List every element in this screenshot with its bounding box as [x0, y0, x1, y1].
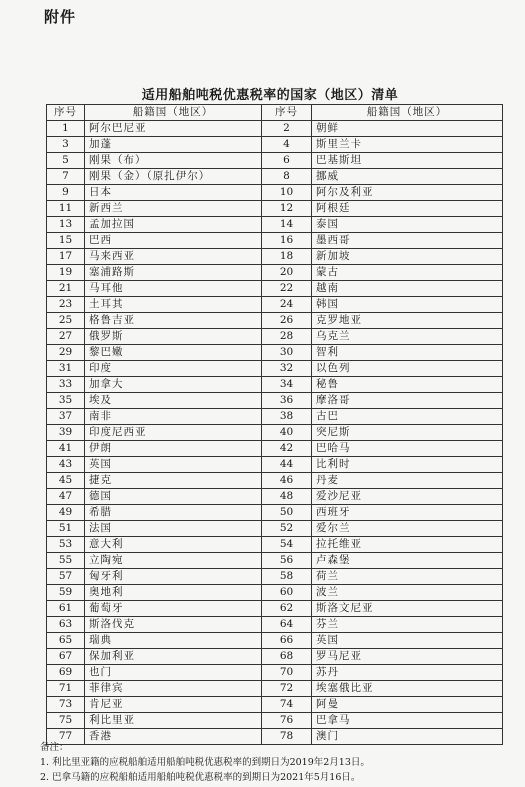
row-number: 48	[262, 489, 312, 505]
country-name: 芬兰	[312, 617, 503, 633]
row-number: 50	[262, 505, 312, 521]
row-number: 19	[47, 265, 85, 281]
country-name: 塞浦路斯	[85, 265, 262, 281]
country-name: 丹麦	[312, 473, 503, 489]
row-number: 4	[262, 137, 312, 153]
row-number: 9	[47, 185, 85, 201]
country-name: 挪威	[312, 169, 503, 185]
row-number: 23	[47, 297, 85, 313]
table-row	[47, 665, 503, 681]
row-number: 78	[262, 729, 312, 745]
table-row	[47, 633, 503, 649]
row-number: 47	[47, 489, 85, 505]
table-row	[47, 233, 503, 249]
country-name: 印度	[85, 361, 262, 377]
row-number: 24	[262, 297, 312, 313]
row-number: 8	[262, 169, 312, 185]
country-name: 墨西哥	[312, 233, 503, 249]
table-row	[47, 169, 503, 185]
country-name: 黎巴嫩	[85, 345, 262, 361]
country-name: 捷克	[85, 473, 262, 489]
notes-section	[40, 740, 510, 785]
country-name: 英国	[85, 457, 262, 473]
column-header-number: 序号	[47, 105, 85, 121]
row-number: 27	[47, 329, 85, 345]
country-name: 利比里亚	[85, 713, 262, 729]
table-row	[47, 681, 503, 697]
country-name: 埃及	[85, 393, 262, 409]
notes-label: 备注：	[40, 742, 69, 753]
table-row	[47, 601, 503, 617]
row-number: 26	[262, 313, 312, 329]
column-header-number: 序号	[262, 105, 312, 121]
table-row	[47, 585, 503, 601]
row-number: 52	[262, 521, 312, 537]
country-name: 朝鲜	[312, 121, 503, 137]
row-number: 37	[47, 409, 85, 425]
table-row	[47, 393, 503, 409]
row-number: 3	[47, 137, 85, 153]
country-name: 葡萄牙	[85, 601, 262, 617]
row-number: 31	[47, 361, 85, 377]
country-name: 俄罗斯	[85, 329, 262, 345]
country-name: 古巴	[312, 409, 503, 425]
country-name: 法国	[85, 521, 262, 537]
table-row	[47, 121, 503, 137]
country-name: 新西兰	[85, 201, 262, 217]
country-list-table	[46, 104, 503, 745]
row-number: 30	[262, 345, 312, 361]
row-number: 5	[47, 153, 85, 169]
attachment-label: 附件	[44, 8, 77, 26]
country-name: 也门	[85, 665, 262, 681]
country-name: 阿曼	[312, 697, 503, 713]
country-name: 西班牙	[312, 505, 503, 521]
row-number: 1	[47, 121, 85, 137]
table-row	[47, 361, 503, 377]
table-header-row	[47, 105, 503, 121]
row-number: 11	[47, 201, 85, 217]
country-name: 荷兰	[312, 569, 503, 585]
row-number: 54	[262, 537, 312, 553]
table-row	[47, 409, 503, 425]
country-name: 泰国	[312, 217, 503, 233]
table-row	[47, 329, 503, 345]
country-name: 保加利亚	[85, 649, 262, 665]
country-name: 卢森堡	[312, 553, 503, 569]
country-name: 奥地利	[85, 585, 262, 601]
row-number: 29	[47, 345, 85, 361]
row-number: 2	[262, 121, 312, 137]
row-number: 41	[47, 441, 85, 457]
row-number: 42	[262, 441, 312, 457]
country-name: 希腊	[85, 505, 262, 521]
table-row	[47, 505, 503, 521]
table-row	[47, 713, 503, 729]
country-name: 秘鲁	[312, 377, 503, 393]
row-number: 25	[47, 313, 85, 329]
country-name: 克罗地亚	[312, 313, 503, 329]
row-number: 20	[262, 265, 312, 281]
country-name: 肯尼亚	[85, 697, 262, 713]
row-number: 65	[47, 633, 85, 649]
country-name: 巴拿马	[312, 713, 503, 729]
note-item: 1. 利比里亚籍的应税船舶适用船舶吨税优惠税率的到期日为2019年2月13日。	[40, 757, 370, 768]
row-number: 7	[47, 169, 85, 185]
table-row	[47, 649, 503, 665]
row-number: 75	[47, 713, 85, 729]
country-name: 乌克兰	[312, 329, 503, 345]
country-name: 马耳他	[85, 281, 262, 297]
country-name: 刚果（金）（原扎伊尔）	[85, 169, 262, 185]
table-row	[47, 489, 503, 505]
country-name: 埃塞俄比亚	[312, 681, 503, 697]
country-name: 波兰	[312, 585, 503, 601]
row-number: 56	[262, 553, 312, 569]
row-number: 36	[262, 393, 312, 409]
country-name: 英国	[312, 633, 503, 649]
row-number: 32	[262, 361, 312, 377]
country-name: 瑞典	[85, 633, 262, 649]
country-name: 土耳其	[85, 297, 262, 313]
row-number: 77	[47, 729, 85, 745]
row-number: 13	[47, 217, 85, 233]
country-name: 以色列	[312, 361, 503, 377]
country-name: 罗马尼亚	[312, 649, 503, 665]
country-name: 越南	[312, 281, 503, 297]
country-name: 阿尔巴尼亚	[85, 121, 262, 137]
row-number: 44	[262, 457, 312, 473]
country-name: 伊朗	[85, 441, 262, 457]
country-name: 智利	[312, 345, 503, 361]
country-name: 阿根廷	[312, 201, 503, 217]
row-number: 61	[47, 601, 85, 617]
table-body	[47, 121, 503, 745]
row-number: 49	[47, 505, 85, 521]
row-number: 66	[262, 633, 312, 649]
row-number: 14	[262, 217, 312, 233]
table-row	[47, 425, 503, 441]
country-name: 匈牙利	[85, 569, 262, 585]
country-name: 德国	[85, 489, 262, 505]
row-number: 16	[262, 233, 312, 249]
country-name: 巴哈马	[312, 441, 503, 457]
row-number: 68	[262, 649, 312, 665]
row-number: 21	[47, 281, 85, 297]
table-row	[47, 553, 503, 569]
country-name: 新加坡	[312, 249, 503, 265]
country-name: 意大利	[85, 537, 262, 553]
column-header-country: 船籍国（地区）	[312, 105, 503, 121]
table-row	[47, 137, 503, 153]
table-row	[47, 457, 503, 473]
country-name: 加拿大	[85, 377, 262, 393]
country-name: 立陶宛	[85, 553, 262, 569]
row-number: 40	[262, 425, 312, 441]
table-row	[47, 201, 503, 217]
row-number: 62	[262, 601, 312, 617]
table-row	[47, 697, 503, 713]
table-row	[47, 441, 503, 457]
row-number: 6	[262, 153, 312, 169]
table-row	[47, 153, 503, 169]
country-name: 斯洛伐克	[85, 617, 262, 633]
country-name: 孟加拉国	[85, 217, 262, 233]
country-name: 摩洛哥	[312, 393, 503, 409]
country-name: 加蓬	[85, 137, 262, 153]
row-number: 51	[47, 521, 85, 537]
country-name: 巴基斯坦	[312, 153, 503, 169]
country-name: 南非	[85, 409, 262, 425]
country-name: 菲律宾	[85, 681, 262, 697]
table-row	[47, 281, 503, 297]
row-number: 35	[47, 393, 85, 409]
country-name: 突尼斯	[312, 425, 503, 441]
row-number: 71	[47, 681, 85, 697]
row-number: 39	[47, 425, 85, 441]
row-number: 70	[262, 665, 312, 681]
row-number: 59	[47, 585, 85, 601]
row-number: 53	[47, 537, 85, 553]
country-name: 日本	[85, 185, 262, 201]
row-number: 55	[47, 553, 85, 569]
country-name: 苏丹	[312, 665, 503, 681]
row-number: 69	[47, 665, 85, 681]
row-number: 76	[262, 713, 312, 729]
row-number: 73	[47, 697, 85, 713]
table-row	[47, 569, 503, 585]
row-number: 60	[262, 585, 312, 601]
note-item: 2. 巴拿马籍的应税船舶适用船舶吨税优惠税率的到期日为2021年5月16日。	[40, 772, 361, 783]
row-number: 18	[262, 249, 312, 265]
row-number: 22	[262, 281, 312, 297]
row-number: 43	[47, 457, 85, 473]
country-name: 澳门	[312, 729, 503, 745]
country-name: 巴西	[85, 233, 262, 249]
table-row	[47, 185, 503, 201]
row-number: 45	[47, 473, 85, 489]
country-name: 蒙古	[312, 265, 503, 281]
table-row	[47, 265, 503, 281]
table-row	[47, 617, 503, 633]
country-name: 格鲁吉亚	[85, 313, 262, 329]
row-number: 33	[47, 377, 85, 393]
country-name: 香港	[85, 729, 262, 745]
country-name: 马来西亚	[85, 249, 262, 265]
table-row	[47, 521, 503, 537]
row-number: 63	[47, 617, 85, 633]
country-name: 斯洛文尼亚	[312, 601, 503, 617]
country-name: 爱尔兰	[312, 521, 503, 537]
table-row	[47, 345, 503, 361]
row-number: 74	[262, 697, 312, 713]
row-number: 15	[47, 233, 85, 249]
table-row	[47, 217, 503, 233]
table-row	[47, 313, 503, 329]
country-name: 刚果（布）	[85, 153, 262, 169]
row-number: 12	[262, 201, 312, 217]
table-row	[47, 249, 503, 265]
country-name: 爱沙尼亚	[312, 489, 503, 505]
country-name: 斯里兰卡	[312, 137, 503, 153]
row-number: 72	[262, 681, 312, 697]
table-row	[47, 377, 503, 393]
row-number: 57	[47, 569, 85, 585]
country-name: 印度尼西亚	[85, 425, 262, 441]
row-number: 67	[47, 649, 85, 665]
row-number: 64	[262, 617, 312, 633]
row-number: 10	[262, 185, 312, 201]
table-row	[47, 537, 503, 553]
document-title: 适用船舶吨税优惠税率的国家（地区）清单	[141, 88, 399, 103]
row-number: 46	[262, 473, 312, 489]
country-name: 拉托维亚	[312, 537, 503, 553]
row-number: 38	[262, 409, 312, 425]
table-row	[47, 473, 503, 489]
country-name: 阿尔及利亚	[312, 185, 503, 201]
country-name: 比利时	[312, 457, 503, 473]
column-header-country: 船籍国（地区）	[85, 105, 262, 121]
table-row	[47, 297, 503, 313]
row-number: 58	[262, 569, 312, 585]
row-number: 34	[262, 377, 312, 393]
row-number: 17	[47, 249, 85, 265]
row-number: 28	[262, 329, 312, 345]
country-name: 韩国	[312, 297, 503, 313]
